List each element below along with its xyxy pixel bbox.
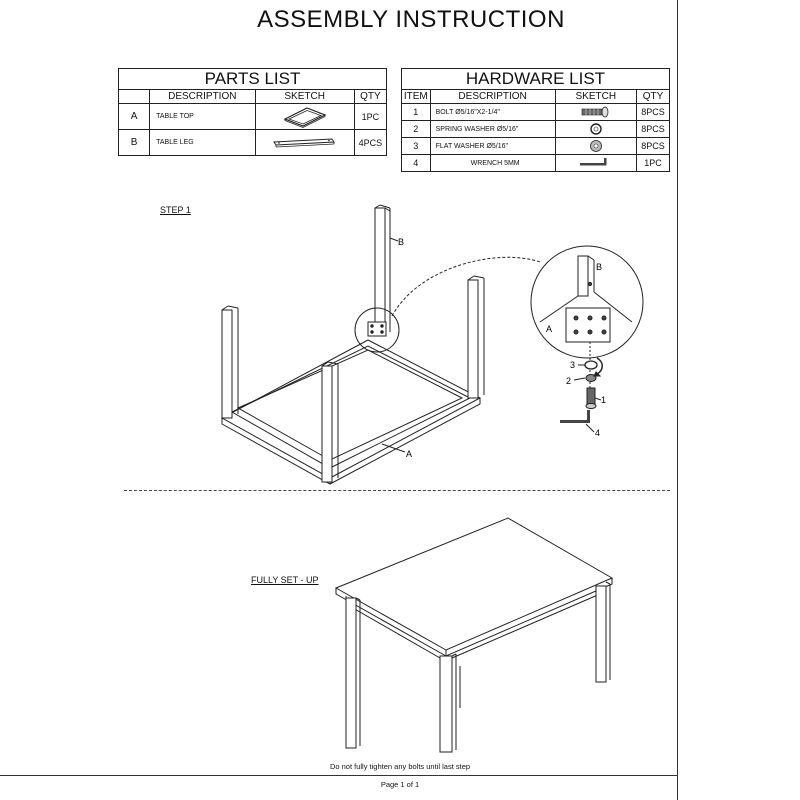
callout-detail-b: B	[596, 262, 603, 272]
hardware-description: FLAT WASHER Ø5/16"	[430, 138, 555, 155]
part-qty: 4PCS	[354, 130, 386, 156]
parts-header-qty: QTY	[354, 90, 386, 104]
part-qty: 1PC	[354, 104, 386, 130]
assembled-table-diagram	[0, 490, 678, 760]
hardware-qty: 8PCS	[637, 138, 670, 155]
part-description: TABLE TOP	[150, 104, 255, 130]
callout-hardware-4: 4	[595, 428, 601, 438]
hardware-item: 4	[402, 155, 431, 172]
fully-set-up-label: FULLY SET - UP	[251, 575, 319, 585]
hardware-item: 2	[402, 121, 431, 138]
page-number: Page 1 of 1	[380, 780, 420, 789]
part-item: B	[119, 130, 150, 156]
hardware-header-description: DESCRIPTION	[430, 90, 555, 104]
hardware-header-qty: QTY	[637, 90, 670, 104]
hardware-item: 1	[402, 104, 431, 121]
hardware-qty: 8PCS	[637, 121, 670, 138]
hardware-description: WRENCH 5MM	[430, 155, 555, 172]
hardware-header-item: ITEM	[402, 90, 431, 104]
hardware-qty: 8PCS	[637, 104, 670, 121]
hardware-list-caption: HARDWARE LIST	[402, 69, 670, 90]
page-title: ASSEMBLY INSTRUCTION	[257, 6, 565, 33]
callout-top-a: A	[406, 449, 413, 459]
callout-hardware-2: 2	[566, 376, 572, 386]
hardware-item: 3	[402, 138, 431, 155]
parts-list-caption: PARTS LIST	[119, 69, 387, 90]
callout-detail-a: A	[546, 324, 553, 334]
parts-header-sketch: SKETCH	[255, 90, 354, 104]
hardware-header-sketch: SKETCH	[555, 90, 636, 104]
footer-note: Do not fully tighten any bolts until last step	[329, 762, 471, 771]
callout-hardware-3: 3	[570, 360, 576, 370]
callout-leg-b: B	[398, 237, 405, 247]
footer-divider	[0, 775, 678, 776]
part-description: TABLE LEG	[150, 130, 255, 156]
hardware-description: SPRING WASHER Ø5/16"	[430, 121, 555, 138]
step-1-label: STEP 1	[160, 205, 191, 215]
callout-hardware-1: 1	[601, 395, 607, 405]
parts-header-description: DESCRIPTION	[150, 90, 255, 104]
part-item: A	[119, 104, 150, 130]
hardware-description: BOLT Ø5/16"X2-1/4"	[430, 104, 555, 121]
hardware-qty: 1PC	[637, 155, 670, 172]
